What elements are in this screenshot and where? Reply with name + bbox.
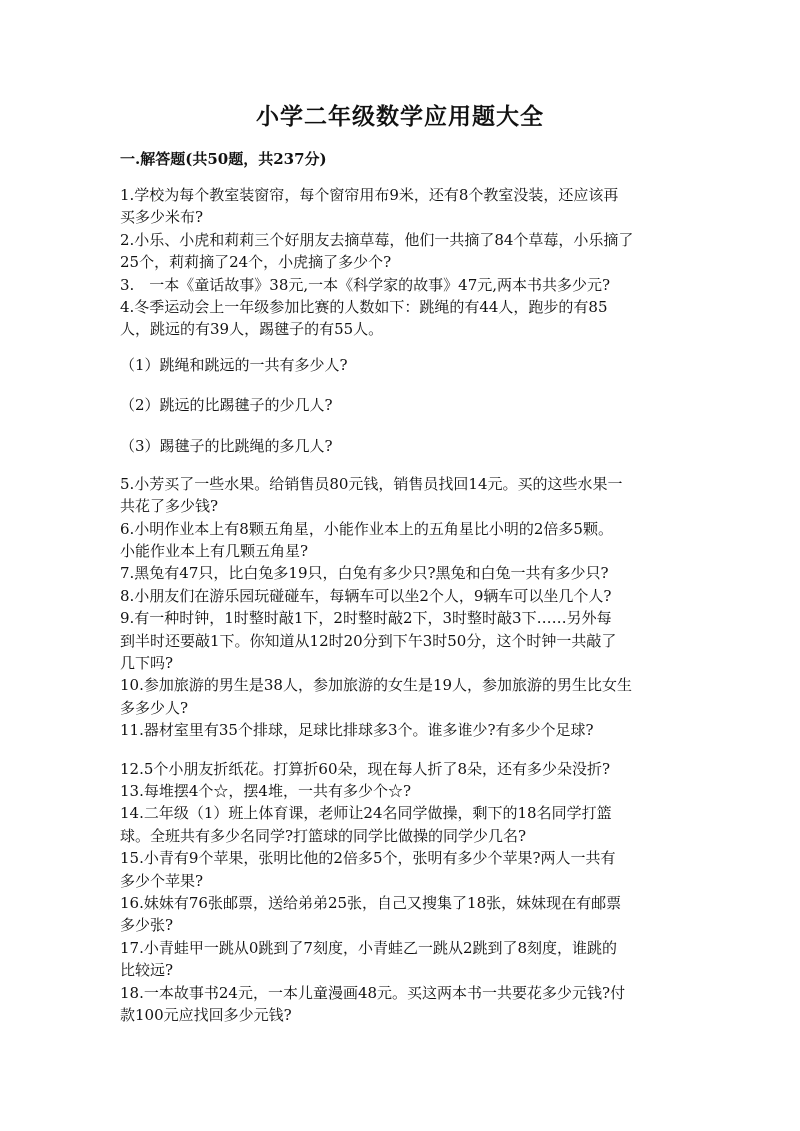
question-line: 12.5个小朋友折纸花。打算折60朵，现在每人折了8朵，还有多少朵没折? [120, 759, 611, 778]
question-line: 比较远? [120, 961, 174, 980]
question-line: 11.器材室里有35个排球，足球比排球多3个。谁多谁少?有多少个足球? [120, 721, 594, 740]
sub-question: （3）踢毽子的比跳绳的多几人? [120, 436, 333, 455]
question-line: 6.小明作业本上有8颗五角星，小能作业本上的五角星比小明的2倍多5颗。 [120, 519, 613, 538]
sub-question: （2）跳远的比踢毽子的少几人? [120, 396, 333, 415]
question-line: 14.二年级（1）班上体育课，老师让24名同学做操，剩下的18名同学打篮 [120, 804, 612, 823]
question-line: 人，跳远的有39人，踢毽子的有55人。 [120, 320, 384, 339]
question-line: 18.一本故事书24元，一本儿童漫画48元。买这两本书一共要花多少元钱?付 [120, 983, 626, 1002]
question-line: 小能作业本上有几颗五角星? [120, 542, 309, 561]
section-heading: 一.解答题(共50题，共237分) [120, 150, 327, 168]
question-line: 共花了多少钱? [120, 497, 219, 516]
document-title: 小学二年级数学应用题大全 [256, 103, 544, 130]
question-line: 3. 一本《童话故事》38元,一本《科学家的故事》47元,两本书共多少元? [120, 275, 611, 294]
question-line: 买多少米布? [120, 208, 204, 227]
question-line: 16.妹妹有76张邮票，送给弟弟25张，自己又搜集了18张，妹妹现在有邮票 [120, 893, 622, 912]
question-line: 9.有一种时钟，1时整时敲1下，2时整时敲2下，3时整时敲3下……另外每 [120, 609, 612, 628]
question-list [120, 184, 680, 1026]
question-line: 25个，莉莉摘了24个，小虎摘了多少个? [120, 253, 392, 272]
question-line: 到半时还要敲1下。你知道从12时20分到下午3时50分，这个时钟一共敲了 [120, 631, 617, 650]
question-line: 8.小朋友们在游乐园玩碰碰车，每辆车可以坐2个人，9辆车可以坐几个人? [120, 586, 612, 605]
question-line: 15.小青有9个苹果，张明比他的2倍多5个，张明有多少个苹果?两人一共有 [120, 849, 616, 868]
question-line: 多少个苹果? [120, 871, 204, 890]
question-line: 10.参加旅游的男生是38人，参加旅游的女生是19人，参加旅游的男生比女生 [120, 676, 633, 695]
sub-question: （1）跳绳和跳远的一共有多少人? [120, 355, 348, 374]
question-line: 2.小乐、小虎和莉莉三个好朋友去摘草莓，他们一共摘了84个草莓，小乐摘了 [120, 230, 634, 249]
question-line: 多少张? [120, 916, 174, 935]
question-line: 几下吗? [120, 654, 174, 673]
question-line: 1.学校为每个教室装窗帘，每个窗帘用布9米，还有8个教室没装，还应该再 [120, 186, 619, 204]
question-line: 球。全班共有多少名同学?打篮球的同学比做操的同学少几名? [120, 826, 527, 845]
question-line: 4.冬季运动会上一年级参加比赛的人数如下：跳绳的有44人，跑步的有85 [120, 297, 608, 316]
question-line: 多多少人? [120, 698, 189, 717]
question-line: 款100元应找回多少元钱? [120, 1005, 292, 1024]
question-line: 13.每堆摆4个☆，摆4堆，一共有多少个☆? [120, 781, 411, 800]
question-line: 5.小芳买了一些水果。给销售员80元钱，销售员找回14元。买的这些水果一 [120, 474, 623, 493]
question-line: 17.小青蛙甲一跳从0跳到了7刻度，小青蛙乙一跳从2跳到了8刻度，谁跳的 [120, 938, 618, 957]
question-line: 7.黑兔有47只，比白兔多19只，白兔有多少只?黑兔和白兔一共有多少只? [120, 564, 609, 583]
